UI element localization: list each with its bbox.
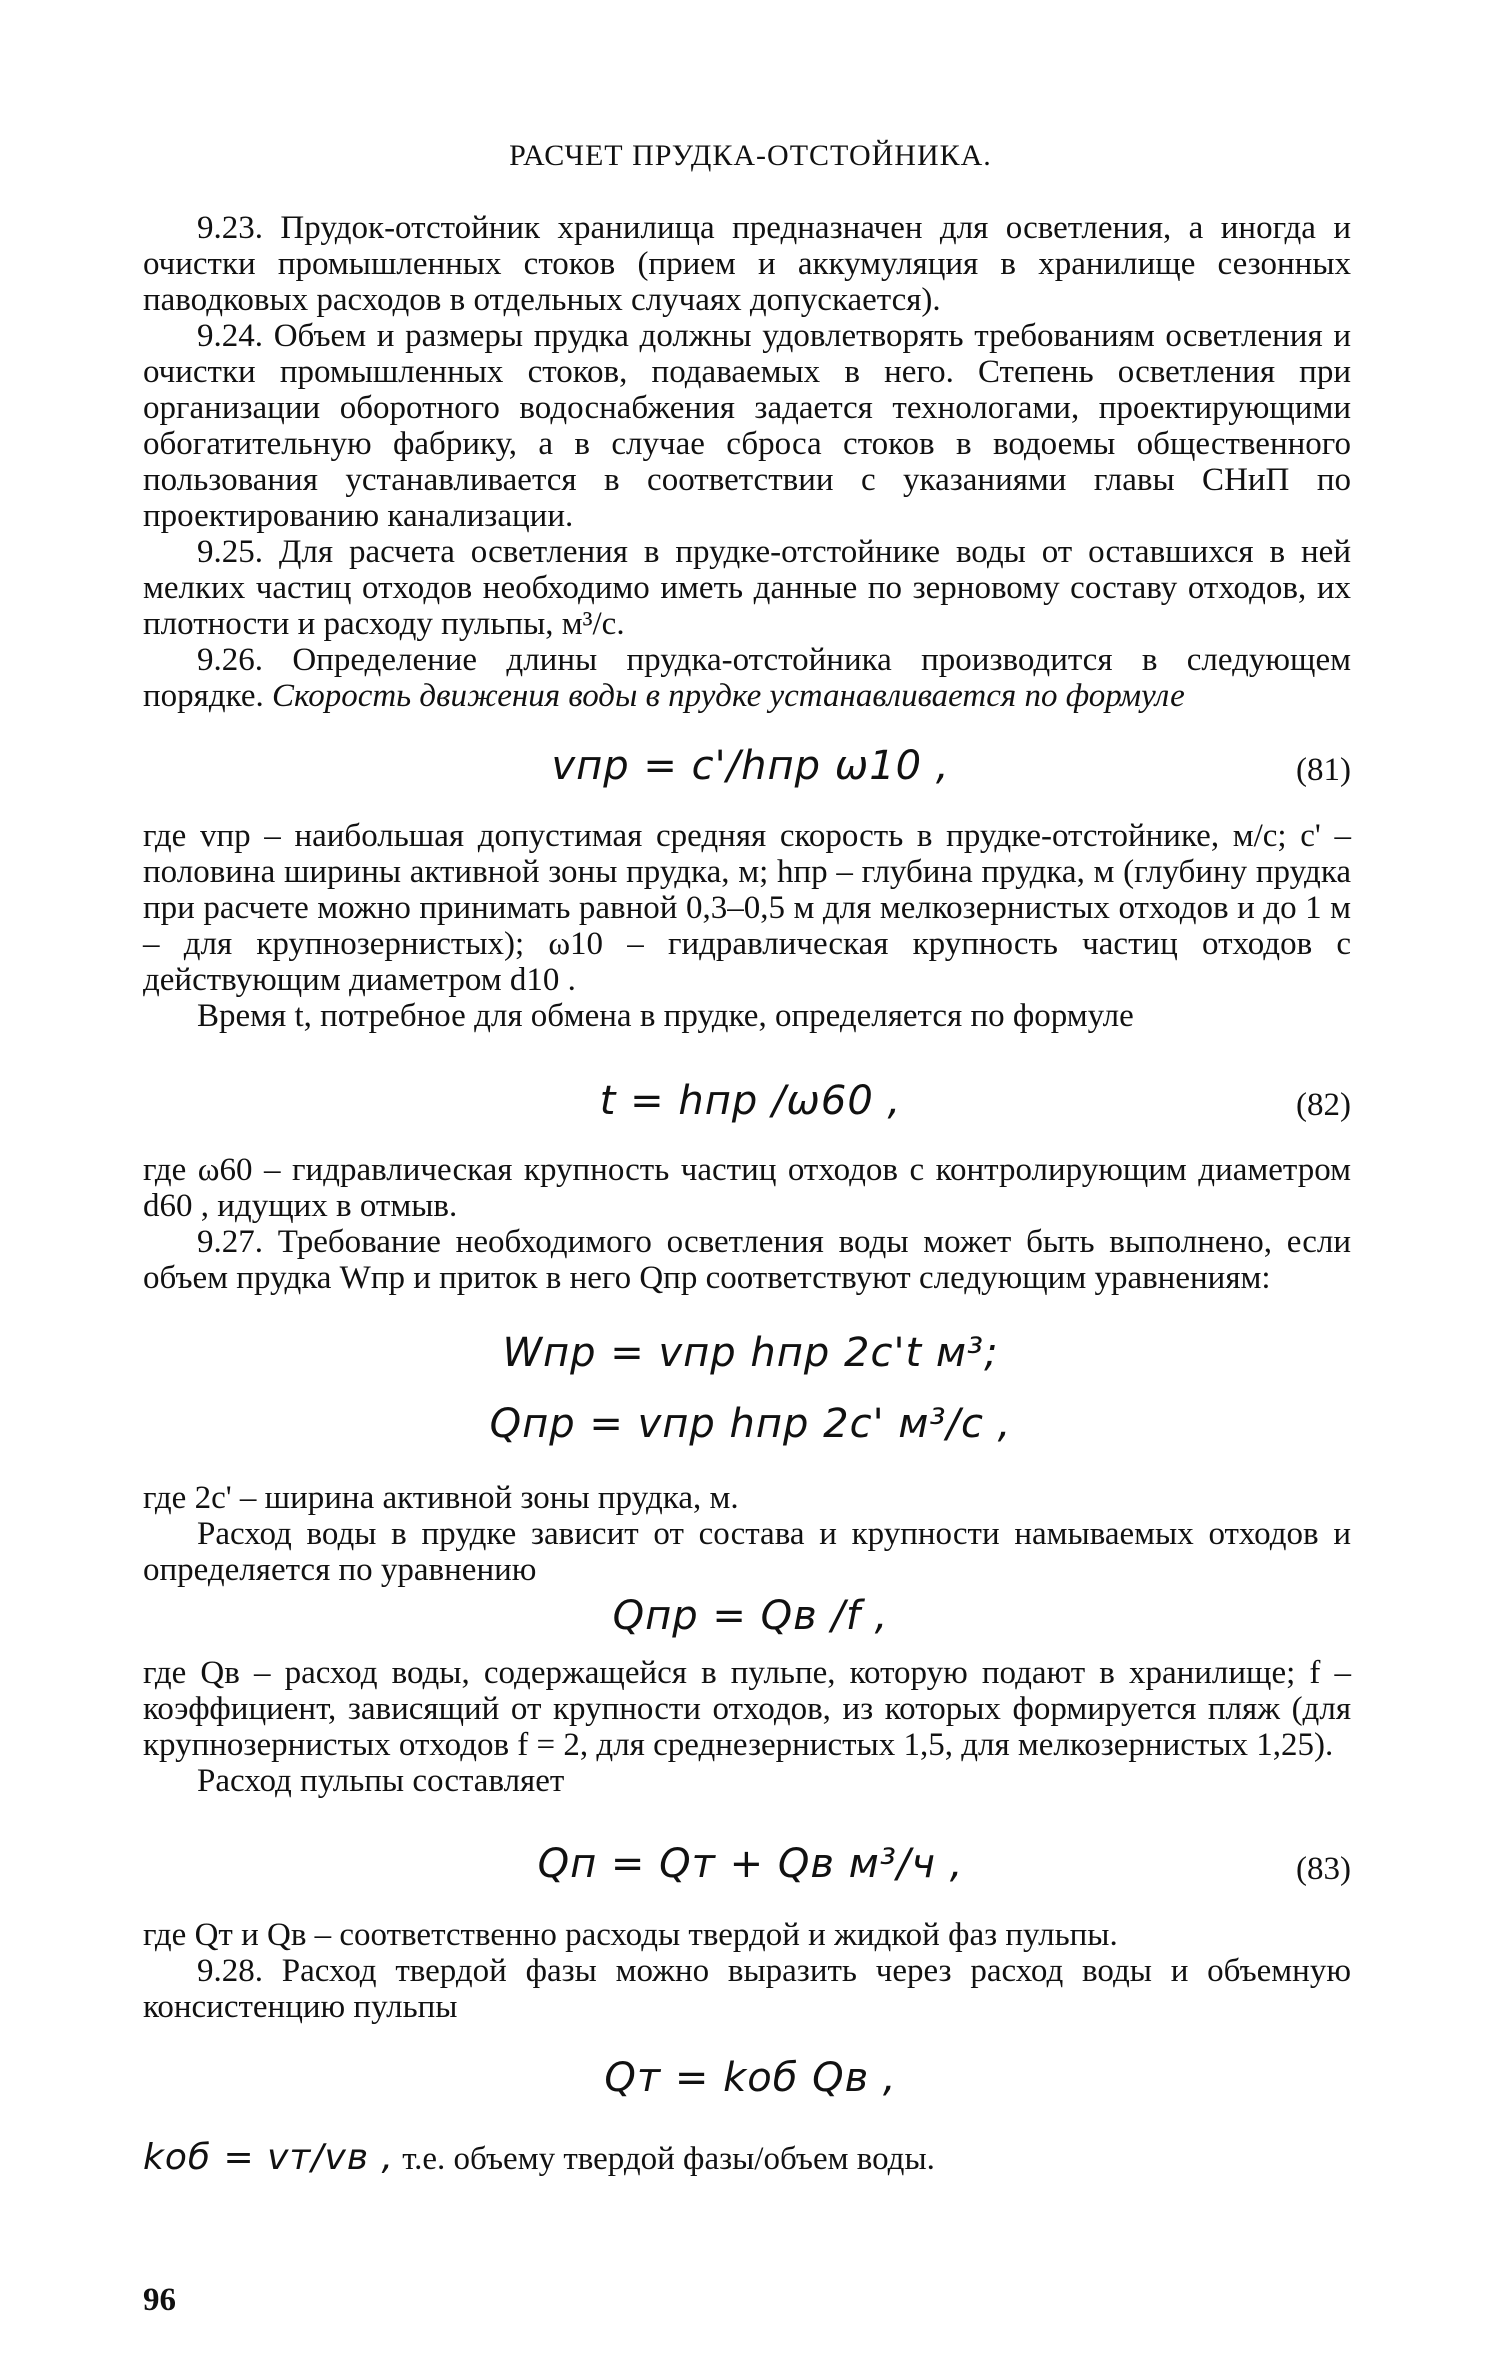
text-block-4 — [143, 1480, 1351, 1588]
formula-k-text: т.е. объему твердой фазы/объем воды. — [402, 2141, 935, 2177]
where-81: где vпр – наибольшая допустимая средняя скорость в прудке-отстойнике, м/с; c' – половина ширины активной зоны прудка, м; hпр – глубина прудка, м (глубину прудка при расчете можно принимать равной 0,3–0,5 м для мелкозернистых отходов и до 1 м – для крупнозернистых); ω10 – гидравлическая крупность частиц отходов с действующим диаметром d10 . — [143, 818, 1351, 998]
paragraph-9-27: 9.27. Требование необходимого осветления воды может быть выполнено, если объем прудка Wпр и приток в него Qпр соответствуют следующим уравнениям: — [143, 1224, 1351, 1296]
text-block-6 — [143, 1917, 1351, 2025]
paragraph-9-26 — [143, 642, 1351, 714]
where-2c: где 2c' – ширина активной зоны прудка, м. — [143, 1480, 739, 1516]
time-sentence: Время t, потребное для обмена в прудке, определяется по формуле — [197, 998, 1134, 1034]
equation-number-81: (81) — [1296, 752, 1351, 788]
formula-k: kоб = vт/vв , — [143, 2137, 394, 2178]
paragraph-9-26-start: 9.26. Определение длины прудка-отстойника производится в следующем порядке. — [143, 642, 1351, 714]
paragraph-9-24: 9.24. Объем и размеры прудка должны удовлетворять требованиям осветления и очистки промышленных стоков, подаваемых в него. Степень осветления при организации оборотного водоснабжения задается технологами, проектирующими обогатительную фабрику, а в случае сброса стоков в водоемы общественного пользования устанавливается в соответствии с указаниями главы СНиП по проектированию канализации. — [143, 318, 1351, 534]
text-block-7 — [143, 2137, 1351, 2178]
formula-qf: Qпр = Qв /f , — [612, 1593, 889, 1639]
text-block-3 — [143, 1152, 1351, 1296]
paragraph-9-28: 9.28. Расход твердой фазы можно выразить через расход воды и объемную консистенцию пульпы — [143, 1953, 1351, 2025]
text-block-5 — [143, 1655, 1351, 1799]
page-number: 96 — [143, 2282, 176, 2318]
text-block-1 — [143, 210, 1351, 714]
paragraph-9-23: 9.23. Прудок-отстойник хранилища предназначен для осветления, а иногда и очистки промышленных стоков (прием и аккумуляция в хранилище сезонных паводковых расходов в отдельных случаях допускается). — [143, 210, 1351, 318]
formula-81: vпр = c'/hпр ω10 , — [551, 743, 950, 789]
formula-q: Qпр = vпр hпр 2c' м³/с , — [489, 1401, 1012, 1447]
text-block-2 — [143, 818, 1351, 1034]
formula-w: Wпр = vпр hпр 2c't м³; — [502, 1330, 999, 1376]
paragraph-9-25: 9.25. Для расчета осветления в прудке-отстойнике воды от оставшихся в ней мелких частиц отходов необходимо иметь данные по зерновому составу отходов, их плотности и расходу пульпы, м³/с. — [143, 534, 1351, 642]
equation-number-82: (82) — [1296, 1087, 1351, 1123]
page-title: РАСЧЕТ ПРУДКА-ОТСТОЙНИКА. — [509, 139, 992, 172]
formula-qt: Qт = kоб Qв , — [604, 2055, 897, 2101]
formula-83: Qп = Qт + Qв м³/ч , — [537, 1841, 964, 1887]
paragraph-water-flow: Расход воды в прудке зависит от состава и крупности намываемых отходов и определяется по уравнению — [143, 1516, 1351, 1588]
paragraph-pulp-flow: Расход пульпы составляет — [197, 1763, 565, 1799]
where-qf: где Qв – расход воды, содержащейся в пульпе, которую подают в хранилище; f – коэффициент, зависящий от крупности отходов, из которых формируется пляж (для крупнозернистых отходов f = 2, для среднезернистых 1,5, для мелкозернистых 1,25). — [143, 1655, 1351, 1763]
formula-82: t = hпр /ω60 , — [599, 1078, 902, 1124]
where-82: где ω60 – гидравлическая крупность частиц отходов с контролирующим диаметром d60 , идущих в отмыв. — [143, 1152, 1351, 1224]
equation-number-83: (83) — [1296, 1851, 1351, 1887]
where-83: где Qт и Qв – соответственно расходы твердой и жидкой фаз пульпы. — [143, 1917, 1118, 1953]
paragraph-9-26-italic: Скорость движения воды в прудке устанавливается по формуле — [272, 678, 1185, 714]
